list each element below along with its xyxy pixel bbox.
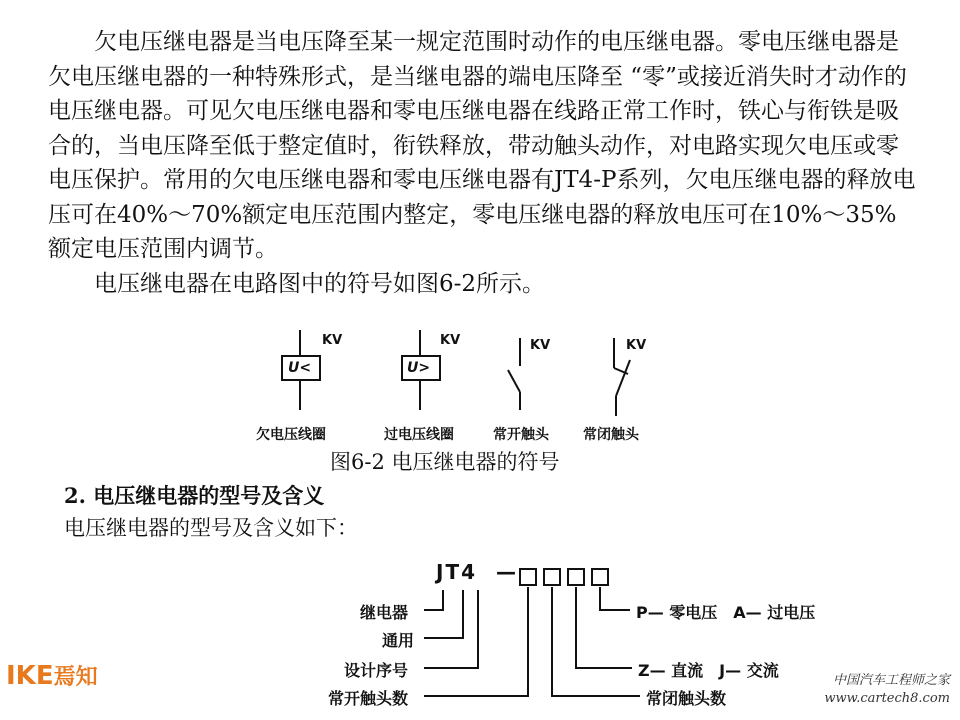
connector-z-j [576,587,632,668]
coil2-symbol-text: U> [407,360,431,376]
section-intro: 电压继电器的型号及含义如下： [64,516,358,540]
kv-label-2: KV [440,333,461,348]
model-box-4 [592,569,608,585]
coil1-symbol-text: U< [288,360,312,376]
connector-p-a [600,587,630,610]
label-general: 通用 [382,631,415,650]
connector-relay [424,590,443,610]
label-undervoltage-coil: 欠电压线圈 [256,427,326,443]
model-box-3 [568,569,584,585]
label-no-contact-count: 常开触头数 [328,689,409,708]
connector-no-count [424,587,528,696]
watermark-line1: 中国汽车工程师之家 [832,673,950,688]
cartech-watermark [824,672,950,708]
ike-logo [6,660,98,691]
connector-design-no [424,590,478,668]
label-nc-contact-count: 常闭触头数 [646,689,727,708]
figure-caption: 图6-2 电压继电器的符号 [330,450,560,474]
kv-label-4: KV [626,338,647,353]
kv-label-1: KV [322,333,343,348]
model-code: JT4 [436,560,477,584]
connector-nc-count [552,587,640,696]
paragraph-2: 电压继电器在电路图中的符号如图6-2所示。 [94,270,546,297]
label-relay: 继电器 [360,603,409,622]
label-z-j: Z— 直流 J— 交流 [638,661,779,680]
label-p-a: P— 零电压 A— 过电压 [636,603,816,622]
watermark-line2: www.cartech8.com [824,691,950,706]
paragraph-1: 欠电压继电器是当电压降至某一规定范围时动作的电压继电器。零电压继电器是欠电压继电器的一种特殊形式，是当继电器的端电压降至 “零”或接近消失时才动作的电压继电器。可见欠电压继电器和零电压继电器在线路正常工作时，铁心与衔铁是吸合的，当电压降至低于整定值时，衔铁释放，带动触头动作，对电路实现欠电压或零电压保护。常用的欠电压继电器和零电压继电器有JT4-P系列，欠电压继电器的释放电压可在40%～70%额定电压范围内整定，零电压继电器的释放电压可在10%～35%额定电压范围内调节。 [48,29,916,262]
label-overvoltage-coil: 过电压线圈 [384,427,454,443]
logo-suffix: 焉知 [53,665,98,690]
model-box-2 [544,569,560,585]
label-design-no: 设计序号 [344,661,409,680]
logo-brand: IKE [6,661,54,691]
label-no-contact: 常开触头 [493,427,549,443]
section-heading: 2. 电压继电器的型号及含义 [64,483,325,508]
label-nc-contact: 常闭触头 [583,427,639,443]
kv-label-3: KV [530,338,551,353]
model-dash: — [496,560,518,584]
model-box-1 [520,569,536,585]
